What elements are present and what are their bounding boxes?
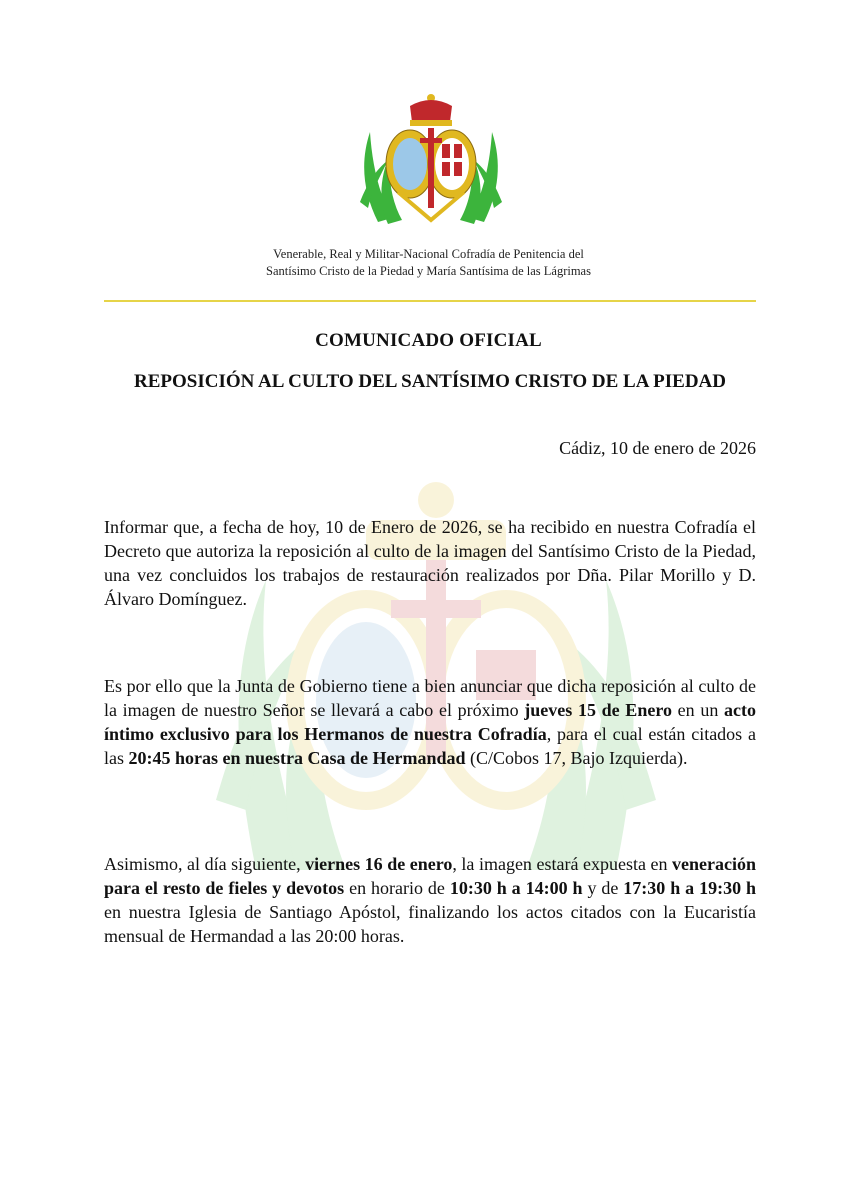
p3-bold-time-2: 17:30 h a 19:30 h bbox=[623, 878, 756, 898]
header-divider bbox=[104, 300, 756, 302]
p3-text-1: Asimismo, al día siguiente, bbox=[104, 854, 306, 874]
p2-text-1: Es por ello que la Junta de Gobierno tiene a bien anunciar que dicha reposición al culto de la imagen de nuestro Señor se llevará a cabo el próximo bbox=[104, 676, 756, 720]
paragraph-1 bbox=[104, 515, 756, 611]
page-title: COMUNICADO OFICIAL bbox=[315, 330, 542, 351]
p3-bold-veneration: veneración para el resto de fieles y devotos bbox=[104, 854, 757, 898]
p3-text-2: , la imagen estará expuesta en bbox=[452, 854, 673, 874]
paragraph-2 bbox=[104, 674, 756, 770]
paragraph-3 bbox=[104, 852, 756, 948]
org-line-2: Santísimo Cristo de la Piedad y María Santísima de las Lágrimas bbox=[266, 264, 591, 278]
page-subtitle: REPOSICIÓN AL CULTO DEL SANTÍSIMO CRISTO DE LA PIEDAD bbox=[134, 371, 726, 392]
document-date: Cádiz, 10 de enero de 2026 bbox=[559, 438, 756, 458]
organization-name bbox=[0, 246, 857, 280]
p3-bold-time-1: 10:30 h a 14:00 h bbox=[449, 878, 583, 898]
p3-text-3: en horario de bbox=[344, 878, 450, 898]
p2-text-4: (C/Cobos 17, Bajo Izquierda). bbox=[465, 748, 688, 768]
p2-bold-act: acto íntimo exclusivo para los Hermanos de nuestra Cofradía bbox=[104, 700, 756, 744]
p3-text-4: y de bbox=[582, 878, 624, 898]
p1-text: Informar que, a fecha de hoy, 10 de Enero de 2026, se ha recibido en nuestra Cofradía el Decreto que autoriza la reposición al culto de la imagen del Santísimo Cristo de la Piedad, una vez concluidos los trabajos de restauración realizados por Dña. Pilar Morillo y D. Álvaro Domínguez. bbox=[104, 517, 756, 609]
p2-bold-time-place: 20:45 horas en nuestra Casa de Hermandad bbox=[128, 748, 466, 768]
p2-text-3: , para el cual están citados a las bbox=[104, 724, 756, 768]
p3-text-5: en nuestra Iglesia de Santiago Apóstol, finalizando los actos citados con la Eucaristía mensual de Hermandad a las 20:00 horas. bbox=[104, 902, 756, 946]
p2-bold-date: jueves 15 de Enero bbox=[524, 700, 672, 720]
cofradia-crest-icon bbox=[358, 92, 504, 228]
org-line-1: Venerable, Real y Militar-Nacional Cofradía de Penitencia del bbox=[273, 247, 584, 261]
p3-bold-date: viernes 16 de enero bbox=[305, 854, 453, 874]
p2-text-2: en un bbox=[671, 700, 725, 720]
